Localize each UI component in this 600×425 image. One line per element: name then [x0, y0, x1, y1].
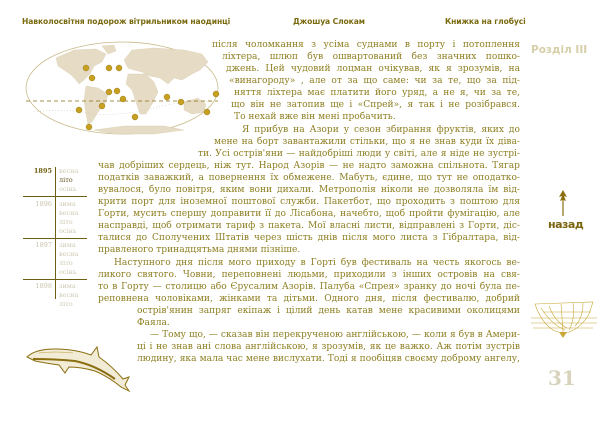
timeline-season[interactable]: зима	[59, 241, 76, 249]
author-name: Джошуа Слокам	[293, 17, 365, 26]
timeline-divider	[23, 238, 87, 239]
timeline-year-1895[interactable]: 1895	[33, 167, 52, 175]
text-line: — Тому що, — сказав він перекрученою англійською, — коли я був в Амери-	[150, 330, 520, 340]
timeline-season[interactable]: осінь	[59, 185, 77, 193]
text-line: ліхтера, шлюп був ошвартований без значних пошко-	[222, 52, 520, 62]
text-line: насправді, щоб отримати тариф з пакета. Мої власні листи, відправлені з Горти, діс-	[98, 221, 520, 231]
back-link[interactable]	[548, 190, 584, 231]
page-header	[0, 0, 600, 30]
text-line: Наступного дня після мого приходу в Горті був фестиваль на честь якогось ве-	[114, 258, 520, 268]
text-line: то в Горту — столицю або Єрусалим Азорів. Палуба «Спрея» зранку до ночі була пе-	[98, 282, 520, 292]
text-line: ти. Усі острів'яни — найдобріші люди у світі, але я ніде не зустрі-	[198, 149, 520, 159]
text-line: Фаяла.	[137, 318, 170, 328]
timeline-season[interactable]: літо	[59, 218, 73, 226]
timeline-season[interactable]: літо	[59, 300, 73, 308]
timeline-divider	[23, 196, 87, 197]
text-line: ликого святого. Човни, переповнені людьми, приходили з інших островів на свя-	[98, 270, 520, 280]
timeline-year-1897[interactable]: 1897	[35, 241, 52, 249]
timeline-year-1898[interactable]: 1898	[35, 282, 52, 290]
timeline-divider	[23, 279, 87, 280]
world-map-illustration	[24, 40, 220, 136]
series-name: Книжка на глобусі	[445, 17, 526, 26]
ship-hull-drawing	[531, 298, 597, 338]
text-line: мене на борт завантажили стільки, що я не знав куди їх діва-	[214, 137, 520, 147]
text-line: няття ліхтера має платити його уряд, а не я, чи за те,	[234, 88, 520, 98]
timeline-season[interactable]: весна	[59, 209, 79, 217]
text-line: Я прибув на Азори у сезон збирання фруктів, яких до	[242, 125, 520, 135]
text-line: крити порт для іноземної поштової служби. Пакетбот, що проходить з поштою для	[98, 197, 520, 207]
timeline-season[interactable]: весна	[59, 250, 79, 258]
text-line: ці і не знав ані слова англійською, я зрозумів, як це важко. Аж потім зустрів	[137, 342, 520, 352]
timeline-year-1896[interactable]: 1896	[35, 200, 52, 208]
book-title: Навколосвітня подорож вітрильником наодинці	[22, 17, 231, 26]
text-line: Горти, мусить спершу доправити її до Лісабона, начебто, щоб пройти фумігацію, але	[98, 209, 520, 219]
text-line: острів'янин запряг екіпаж і цілий день катав мене красивими околицями	[137, 306, 520, 316]
timeline-season[interactable]: зима	[59, 200, 76, 208]
text-line: талися до Сполучених Штатів через шість днів після мого листа з Гібралтара, від-	[98, 233, 520, 243]
text-line: після чоломкання з усіма суднами в порту і потоплення	[212, 40, 520, 50]
text-line: податків заважкий, а повернення їх обмежене. Мабуть, єдине, що тут не оподатко-	[98, 173, 520, 183]
timeline-season-current[interactable]: літо	[59, 176, 73, 184]
text-line: То нехай вже він мені пробачить.	[234, 112, 396, 122]
timeline-season[interactable]: весна	[59, 167, 79, 175]
text-line: що він не затопив ще і «Спрей», я так і не розібрався.	[231, 100, 520, 110]
text-line: чав добріших сердець, ніж тут. Народ Азорів — не надто заможна спільнота. Тягар	[98, 161, 520, 171]
dolphin-illustration	[25, 345, 131, 393]
timeline-season[interactable]: зима	[59, 282, 76, 290]
timeline-season[interactable]: осінь	[59, 227, 77, 235]
chapter-label: Розділ III	[531, 44, 588, 56]
arrow-up-icon	[558, 190, 568, 216]
back-label[interactable]: назад	[548, 218, 584, 231]
timeline-season[interactable]: осінь	[59, 268, 77, 276]
text-line: правленого тринадцятьма днями пізніше.	[98, 245, 301, 255]
text-line: вувалося, було повітря, яким вони дихали. Метрополія ніколи не дозволяла їм від-	[98, 185, 520, 195]
text-line: реповнена чоловіками, жінками та дітьми. Одного дня, після фестивалю, добрий	[98, 294, 520, 304]
timeline-season[interactable]: весна	[59, 291, 79, 299]
text-line: людину, яка мала час мене вислухати. Тоді я пообіцяв своєму доброму ангелу,	[137, 354, 520, 364]
page-number: 31	[548, 366, 576, 390]
text-line: джень. Цей чудовий лоцман очікував, як я зрозумів, на	[226, 64, 520, 74]
text-line: «винагороду» , але от за що саме: чи за те, що за під-	[229, 76, 520, 86]
timeline-season[interactable]: літо	[59, 259, 73, 267]
